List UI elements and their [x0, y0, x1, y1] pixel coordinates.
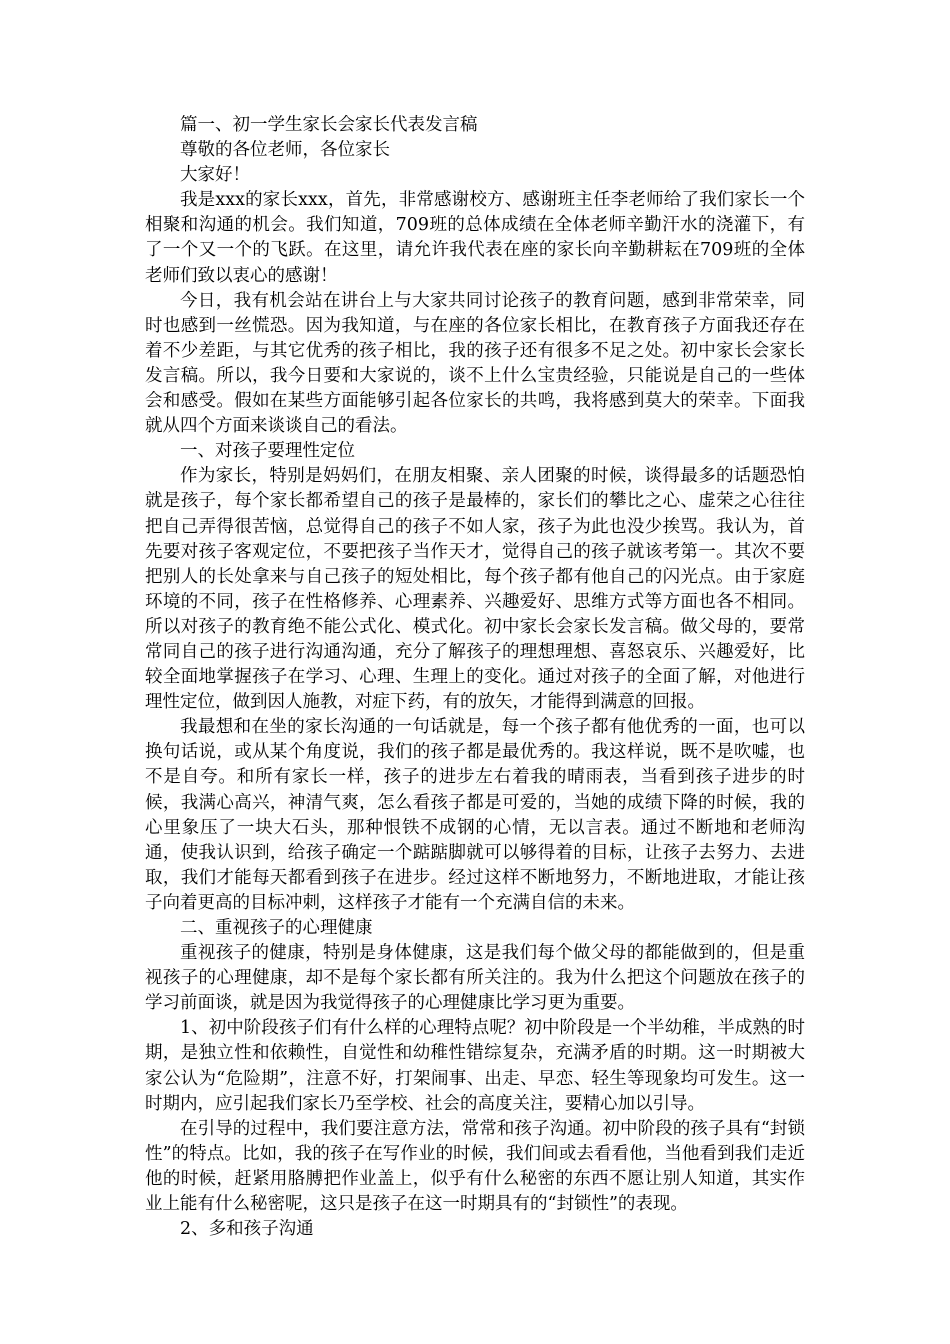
- subsection-heading-2-2: 2、多和孩子沟通: [180, 1219, 314, 1240]
- paragraph-section-1-a: 作为家长，特别是妈妈们，在朋友相聚、亲人团聚的时候，谈得最多的话题恐怕就是孩子，每个家长都希望自己的孩子是最棒的，家长们的攀比之心、虚荣之心往往把自己弄得很苦恼，总觉得自己的孩子不如人家，孩子为此也没少挨骂。我认为，首先要对孩子客观定位，不要把孩子当作天才，觉得自己的孩子就该考第一。其次不要把别人的长处拿来与自己孩子的短处相比，每个孩子都有他自己的闪光点。由于家庭环境的不同，孩子在性格修养、心理素养、兴趣爱好、思维方式等方面也各不相同。所以对孩子的教育绝不能公式化、模式化。初中家长会家长发言稿。做父母的，要常常同自己的孩子进行沟通沟通，充分了解孩子的理想理想、喜怒哀乐、兴趣爱好，比较全面地掌握孩子在学习、心理、生理上的变化。通过对孩子的全面了解，对他进行理性定位，做到因人施教，对症下药，有的放矢，才能得到满意的回报。: [145, 466, 805, 713]
- document-title: 篇一、初一学生家长会家长代表发言稿: [180, 115, 478, 135]
- section-heading-1: 一、对孩子要理性定位: [180, 441, 355, 462]
- paragraph-intro: 我是xxx的家长xxx，首先，非常感谢校方、感谢班主任李老师给了我们家长一个相聚和沟通的机会。我们知道，709班的总体成绩在全体老师辛勤汗水的浇灌下，有了一个又一个的飞跃。在这里，请允许我代表在座的家长向辛勤耕耘在709班的全体老师们致以衷心的感谢！: [145, 190, 805, 286]
- document-body: [145, 113, 805, 1242]
- paragraph-section-1-b: 我最想和在坐的家长沟通的一句话就是，每一个孩子都有他优秀的一面，也可以换句话说，或从某个角度说，我们的孩子都是最优秀的。我这样说，既不是吹嘘，也不是自夸。和所有家长一样，孩子的进步左右着我的晴雨表，当看到孩子进步的时候，我满心高兴，神清气爽，怎么看孩子都是可爱的，当她的成绩下降的时候，我的心里象压了一块大石头，那种恨铁不成钢的心情，无以言表。通过不断地和老师沟通，使我认识到，给孩子确定一个踮踮脚就可以够得着的目标，让孩子去努力、去进取，我们才能每天都看到孩子在进步。经过这样不断地努力，不断地进取，才能让孩子向着更高的目标冲刺，这样孩子才能有一个充满自信的未来。: [145, 717, 805, 913]
- paragraph-section-2-c: 在引导的过程中，我们要注意方法，常常和孩子沟通。初中阶段的孩子具有“封锁性”的特点。比如，我的孩子在写作业的时候，我们间或去看看他，当他看到我们走近他的时候，赶紧用胳膊把作业盖上，似乎有什么秘密的东西不愿让别人知道，其实作业上能有什么秘密呢，这只是孩子在这一时期具有的“封锁性”的表现。: [145, 1118, 805, 1215]
- paragraph-section-2-b: 1、初中阶段孩子们有什么样的心理特点呢？初中阶段是一个半幼稚，半成熟的时期，是独立性和依赖性，自觉性和幼稚性错综复杂，充满矛盾的时期。这一时期被大家公认为“危险期”，注意不好，打架闹事、出走、早恋、轻生等现象均可发生。这一时期内，应引起我们家长乃至学校、社会的高度关注，要精心加以引导。: [145, 1018, 805, 1114]
- section-heading-2: 二、重视孩子的心理健康: [180, 918, 373, 938]
- salutation-line: 尊敬的各位老师，各位家长: [180, 140, 390, 161]
- paragraph-opening: 今日，我有机会站在讲台上与大家共同讨论孩子的教育问题，感到非常荣幸，同时也感到一丝慌恐。因为我知道，与在座的各位家长相比，在教育孩子方面我还存在着不少差距，与其它优秀的孩子相比，我的孩子还有很多不足之处。初中家长会家长发言稿。所以，我今日要和大家说的，谈不上什么宝贵经验，只能说是自己的一些体会和感受。假如在某些方面能够引起各位家长的共鸣，我将感到莫大的荣幸。下面我就从四个方面来谈谈自己的看法。: [145, 290, 805, 437]
- greeting-line: 大家好！: [180, 165, 250, 186]
- paragraph-section-2-a: 重视孩子的健康，特别是身体健康，这是我们每个做父母的都能做到的，但是重视孩子的心理健康，却不是每个家长都有所关注的。我为什么把这个问题放在孩子的学习前面谈，就是因为我觉得孩子的心理健康比学习更为重要。: [145, 943, 805, 1014]
